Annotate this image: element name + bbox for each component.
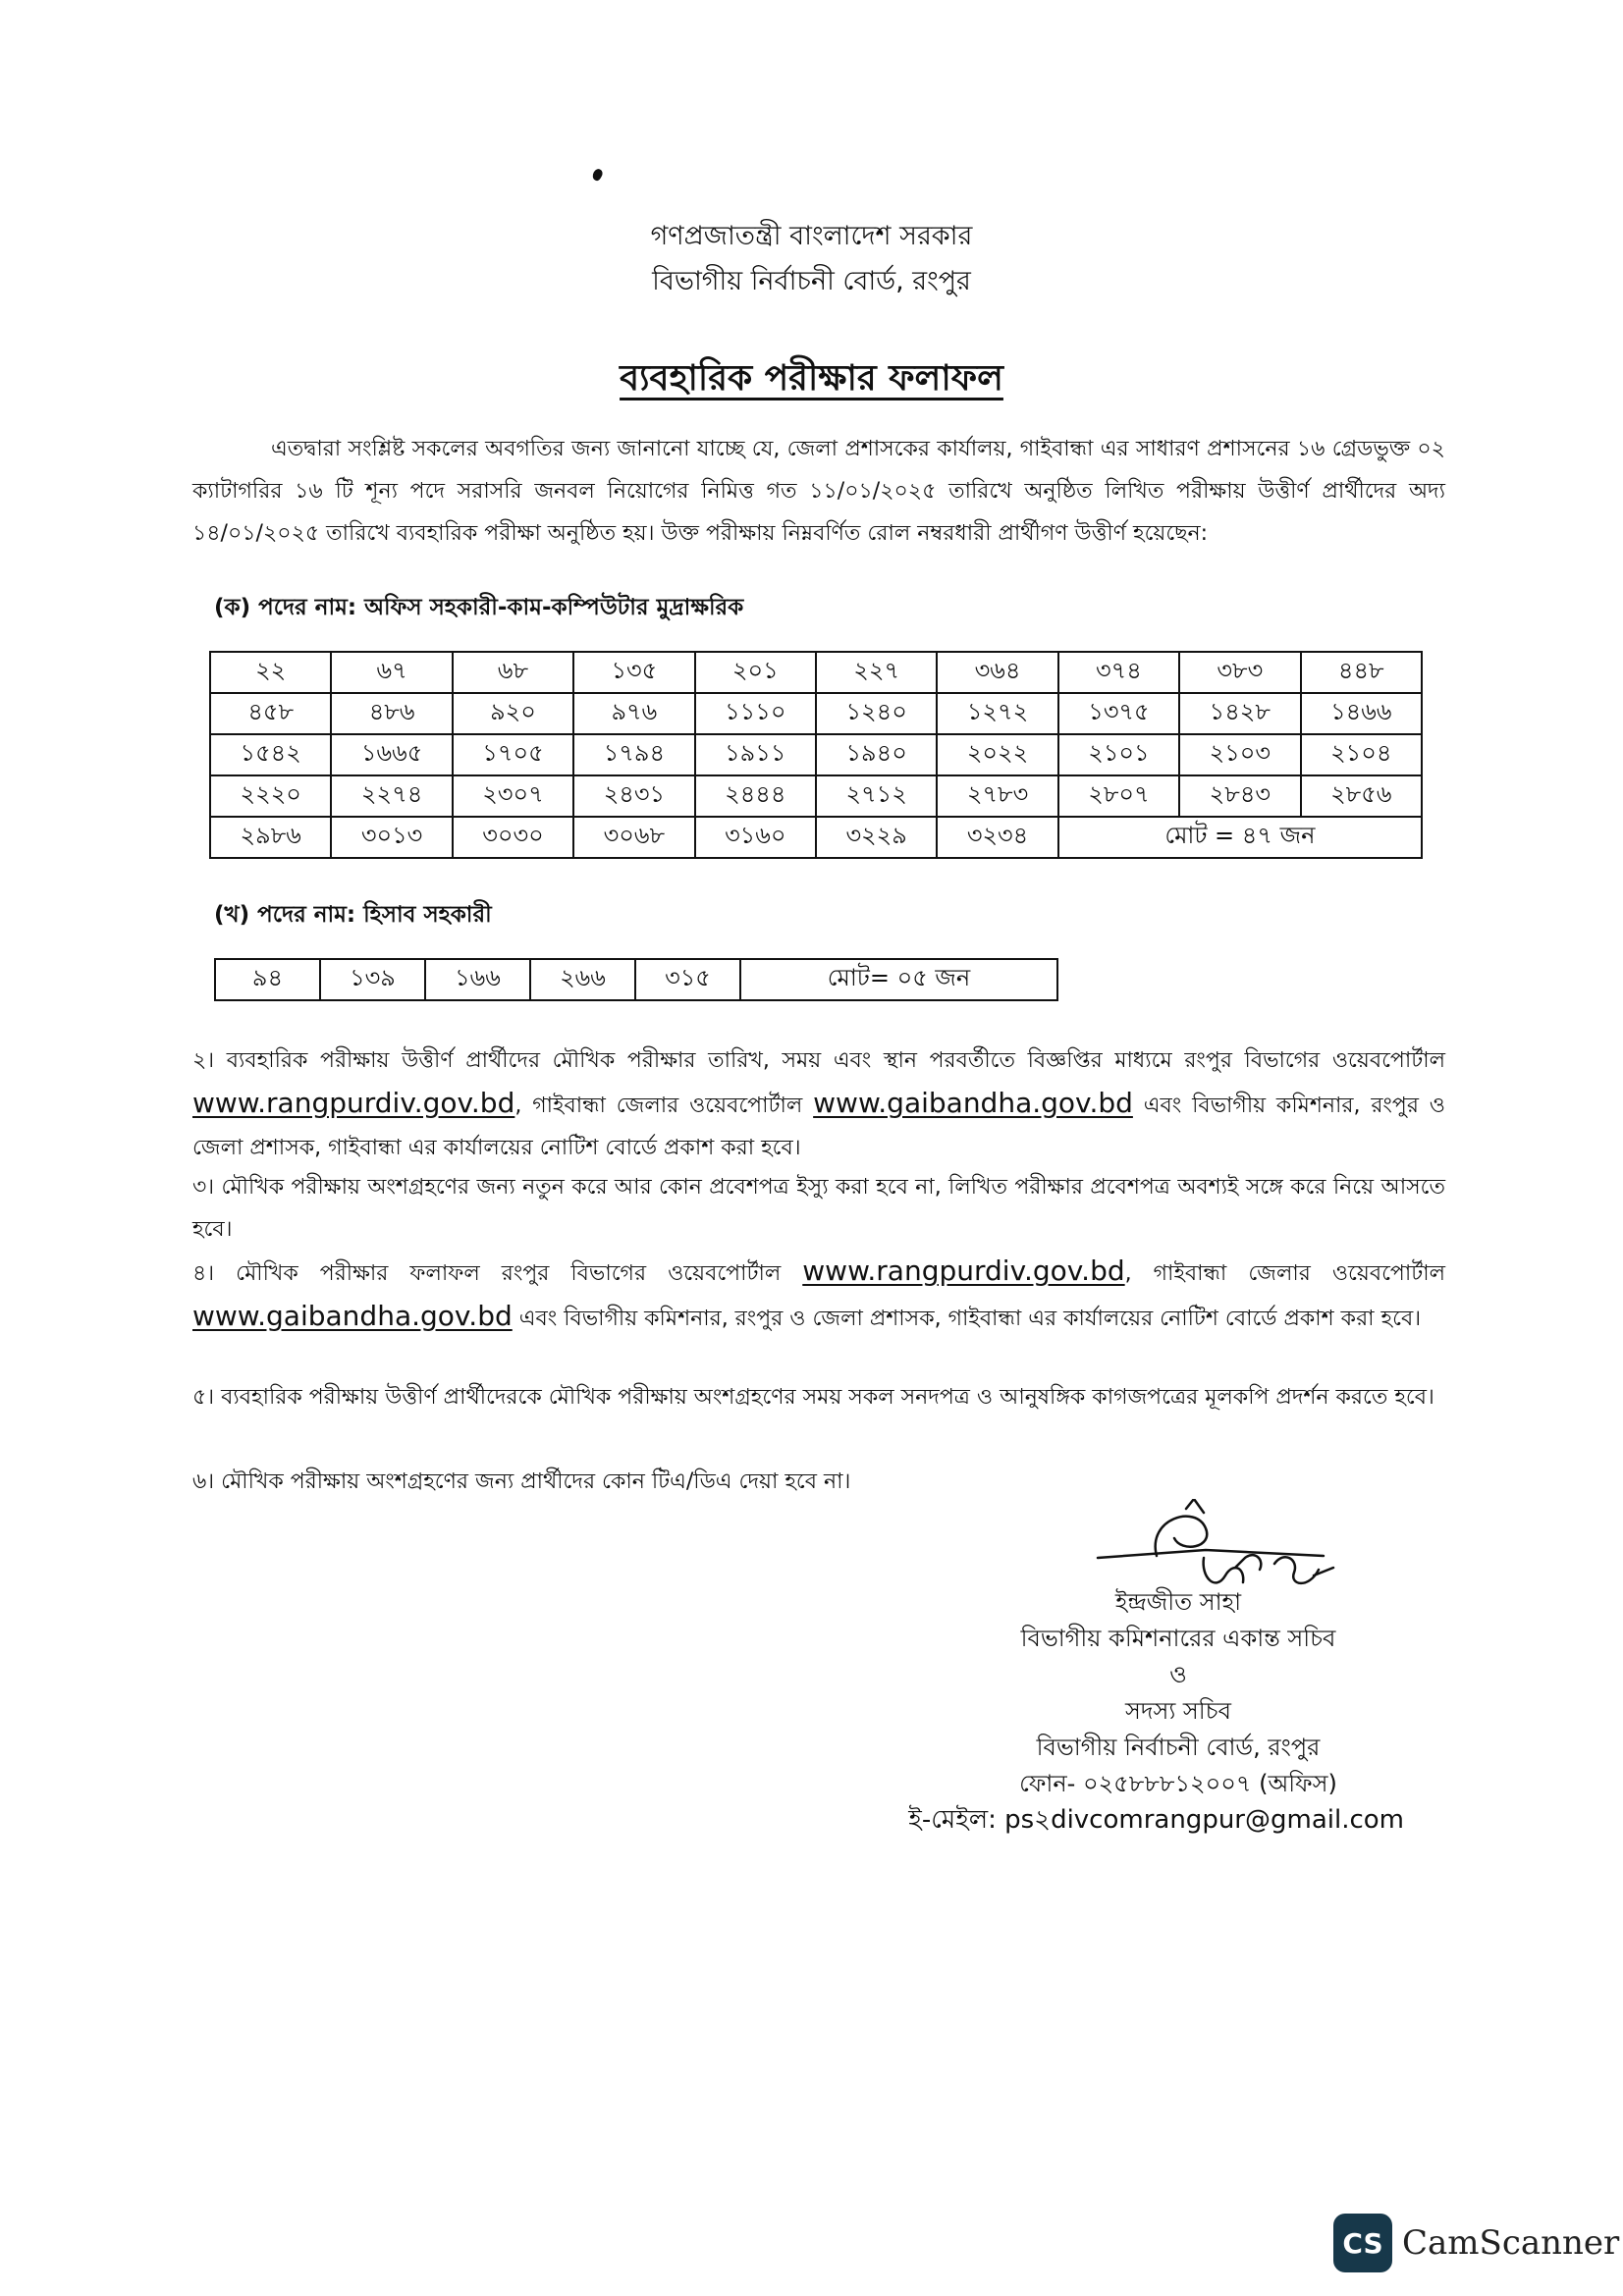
- roll-number-cell: ৩০১৩: [331, 817, 452, 858]
- gaibandha-link[interactable]: www.gaibandha.gov.bd: [813, 1087, 1133, 1119]
- roll-number-cell: ৩২৩৪: [937, 817, 1057, 858]
- roll-number-cell: ১৩৯: [320, 959, 425, 1000]
- clause-2-text-1: ২। ব্যবহারিক পরীক্ষায় উত্তীর্ণ প্রার্থীদের মৌখিক পরীক্ষার তারিখ, সময় এবং স্থান পরবর্তীতে বিজ্ঞপ্তির মাধ্যমে রংপুর বিভাগের ওয়েবপোর্টাল: [192, 1048, 1445, 1073]
- signatory-role: সদস্য সচিব: [1125, 1697, 1231, 1725]
- table-row: [210, 652, 1422, 693]
- section-b-roll-table: [214, 958, 1058, 1001]
- board-name: বিভাগীয় নির্বাচনী বোর্ড, রংপুর: [652, 266, 971, 296]
- roll-number-cell: ২২২০: [210, 775, 331, 817]
- letterhead: [0, 214, 1623, 304]
- roll-number-cell: ৯৪: [215, 959, 320, 1000]
- roll-number-cell: ১৩৭৫: [1058, 693, 1179, 734]
- notice-title-text: ব্যবহারিক পরীক্ষার ফলাফল: [620, 358, 1003, 399]
- roll-number-cell: ২২৭: [816, 652, 937, 693]
- table-row: [210, 817, 1422, 858]
- roll-number-cell: ৩০৬৮: [573, 817, 694, 858]
- table-row: [210, 734, 1422, 775]
- roll-number-cell: ২৯৮৬: [210, 817, 331, 858]
- clause-2-text-3: এবং বিভাগীয় কমিশনার, রংপুর ও জেলা প্রশাসক, গাইবান্ধা এর কার্যালয়ের নোটিশ বোর্ডে প্রকাশ করা হবে।: [192, 1094, 1445, 1160]
- roll-number-cell: ২০১: [695, 652, 816, 693]
- clause-4-text-3: এবং বিভাগীয় কমিশনার, রংপুর ও জেলা প্রশাসক, গাইবান্ধা এর কার্যালয়ের নোটিশ বোর্ডে প্রকাশ করা হবে।: [518, 1307, 1422, 1331]
- clause-2: [192, 1040, 1445, 1169]
- signatory-designation: বিভাগীয় কমিশনারের একান্ত সচিব: [1020, 1625, 1336, 1652]
- signatory-conjunction: ও: [1169, 1661, 1187, 1688]
- roll-number-cell: ২১০১: [1058, 734, 1179, 775]
- roll-number-cell: ২৪৪৪: [695, 775, 816, 817]
- total-count-cell: মোট= ০৫ জন: [740, 959, 1057, 1000]
- roll-number-cell: ৩০৩০: [453, 817, 573, 858]
- roll-number-cell: ২০২২: [937, 734, 1057, 775]
- roll-number-cell: ৩৮৩: [1179, 652, 1300, 693]
- roll-number-cell: ৯৭৬: [573, 693, 694, 734]
- signatory-office: বিভাগীয় নির্বাচনী বোর্ড, রংপুর: [1036, 1734, 1321, 1761]
- roll-number-cell: ৩১৬০: [695, 817, 816, 858]
- roll-number-cell: ৩৬৪: [937, 652, 1057, 693]
- roll-number-cell: ২৭১২: [816, 775, 937, 817]
- section-a-roll-table: [209, 651, 1423, 859]
- signatory-name: ইন্দ্রজীত সাহা: [1114, 1588, 1242, 1616]
- roll-number-cell: ২৮৫৬: [1301, 775, 1422, 817]
- roll-number-cell: ১২৪০: [816, 693, 937, 734]
- roll-number-cell: ২৮৪৩: [1179, 775, 1300, 817]
- table-row: [215, 959, 1057, 1000]
- gaibandha-link[interactable]: www.gaibandha.gov.bd: [192, 1300, 513, 1332]
- roll-number-cell: ২১০৩: [1179, 734, 1300, 775]
- roll-number-cell: ২১০৪: [1301, 734, 1422, 775]
- roll-number-cell: ১৭৯৪: [573, 734, 694, 775]
- clause-2-text-2: , গাইবান্ধা জেলার ওয়েবপোর্টাল: [514, 1094, 803, 1118]
- roll-number-cell: ২৩০৭: [453, 775, 573, 817]
- clause-4: [192, 1250, 1445, 1340]
- camscanner-watermark: [1333, 2212, 1619, 2274]
- intro-paragraph: এতদ্বারা সংশ্লিষ্ট সকলের অবগতির জন্য জানানো যাচ্ছে যে, জেলা প্রশাসকের কার্যালয়, গাইবান্ধা এর সাধারণ প্রশাসনের ১৬ গ্রেডভুক্ত ০২ ক্যাটাগরির ১৬ টি শূন্য পদে সরাসরি জনবল নিয়োগের নিমিত্ত গত ১১/০১/২০২৫ তারিখে অনুষ্ঠিত লিখিত পরীক্ষায় উত্তীর্ণ প্রার্থীদের অদ্য ১৪/০১/২০২৫ তারিখে ব্যবহারিক পরীক্ষা অনুষ্ঠিত হয়। উক্ত পরীক্ষায় নিম্নবর্ণিত রোল নম্বরধারী প্রার্থীগণ উত্তীর্ণ হয়েছেন:: [192, 437, 1445, 546]
- roll-number-cell: ২৭৮৩: [937, 775, 1057, 817]
- roll-number-cell: ১৪৬৬: [1301, 693, 1422, 734]
- clause-3: ৩। মৌখিক পরীক্ষায় অংশগ্রহণের জন্য নতুন করে আর কোন প্রবেশপত্র ইস্যু করা হবে না, লিখিত পরীক্ষার প্রবেশপত্র অবশ্যই সঙ্গে করে নিয়ে আসতে হবে।: [192, 1175, 1445, 1242]
- notice-title: [0, 351, 1623, 410]
- roll-number-cell: ১৯৪০: [816, 734, 937, 775]
- camscanner-text: CamScanner: [1402, 2223, 1620, 2263]
- clause-5: ৫। ব্যবহারিক পরীক্ষায় উত্তীর্ণ প্রার্থীদেরকে মৌখিক পরীক্ষায় অংশগ্রহণের সময় সকল সনদপত্র ও আনুষঙ্গিক কাগজপত্রের মূলকপি প্রদর্শন করতে হবে।: [192, 1385, 1434, 1410]
- roll-number-cell: ১৪২৮: [1179, 693, 1300, 734]
- roll-number-cell: ১৩৫: [573, 652, 694, 693]
- signatory-email: ই-মেইল: ps২divcomrangpur@gmail.com: [908, 1805, 1404, 1835]
- roll-number-cell: ১৬৬৫: [331, 734, 452, 775]
- rangpurdiv-link[interactable]: www.rangpurdiv.gov.bd: [192, 1087, 515, 1119]
- ink-dot: [591, 168, 605, 183]
- roll-number-cell: ১৭০৫: [453, 734, 573, 775]
- roll-number-cell: ২৮০৭: [1058, 775, 1179, 817]
- roll-number-cell: ৬৭: [331, 652, 452, 693]
- roll-number-cell: ১৯১১: [695, 734, 816, 775]
- roll-number-cell: ৬৮: [453, 652, 573, 693]
- roll-number-cell: ৪৪৮: [1301, 652, 1422, 693]
- clause-4-text-2: , গাইবান্ধা জেলার ওয়েবপোর্টাল: [1124, 1261, 1445, 1286]
- roll-number-cell: ৯২০: [453, 693, 573, 734]
- total-count-cell: মোট = ৪৭ জন: [1058, 817, 1422, 858]
- table-row: [210, 775, 1422, 817]
- roll-number-cell: ৪৮৬: [331, 693, 452, 734]
- roll-number-cell: ৩২২৯: [816, 817, 937, 858]
- roll-number-cell: ৩১৫: [635, 959, 740, 1000]
- roll-number-cell: ৩৭৪: [1058, 652, 1179, 693]
- clause-6: ৬। মৌখিক পরীক্ষায় অংশগ্রহণের জন্য প্রার্থীদের কোন টিএ/ডিএ দেয়া হবে না।: [192, 1469, 851, 1494]
- roll-number-cell: ১২৭২: [937, 693, 1057, 734]
- roll-number-cell: ২৪৩১: [573, 775, 694, 817]
- roll-number-cell: ২৬৬: [530, 959, 635, 1000]
- clause-4-text-1: ৪। মৌখিক পরীক্ষার ফলাফল রংপুর বিভাগের ওয়েবপোর্টাল: [192, 1261, 782, 1286]
- roll-number-cell: ১১১০: [695, 693, 816, 734]
- rangpurdiv-link[interactable]: www.rangpurdiv.gov.bd: [802, 1255, 1125, 1287]
- signatory-phone: ফোন- ০২৫৮৮৮১২০০৭ (অফিস): [1019, 1770, 1337, 1797]
- signatory-block: [884, 1584, 1473, 1839]
- roll-number-cell: ৪৫৮: [210, 693, 331, 734]
- roll-number-cell: ১৫৪২: [210, 734, 331, 775]
- camscanner-logo-icon: CS: [1333, 2214, 1392, 2272]
- section-b-heading: (খ) পদের নাম: হিসাব সহকারী: [214, 902, 492, 928]
- section-a-heading: (ক) পদের নাম: অফিস সহকারী-কাম-কম্পিউটার মুদ্রাক্ষরিক: [214, 595, 744, 620]
- table-row: [210, 693, 1422, 734]
- roll-number-cell: ২২: [210, 652, 331, 693]
- roll-number-cell: ২২৭৪: [331, 775, 452, 817]
- roll-number-cell: ১৬৬: [425, 959, 530, 1000]
- government-name: গণপ্রজাতন্ত্রী বাংলাদেশ সরকার: [650, 221, 973, 251]
